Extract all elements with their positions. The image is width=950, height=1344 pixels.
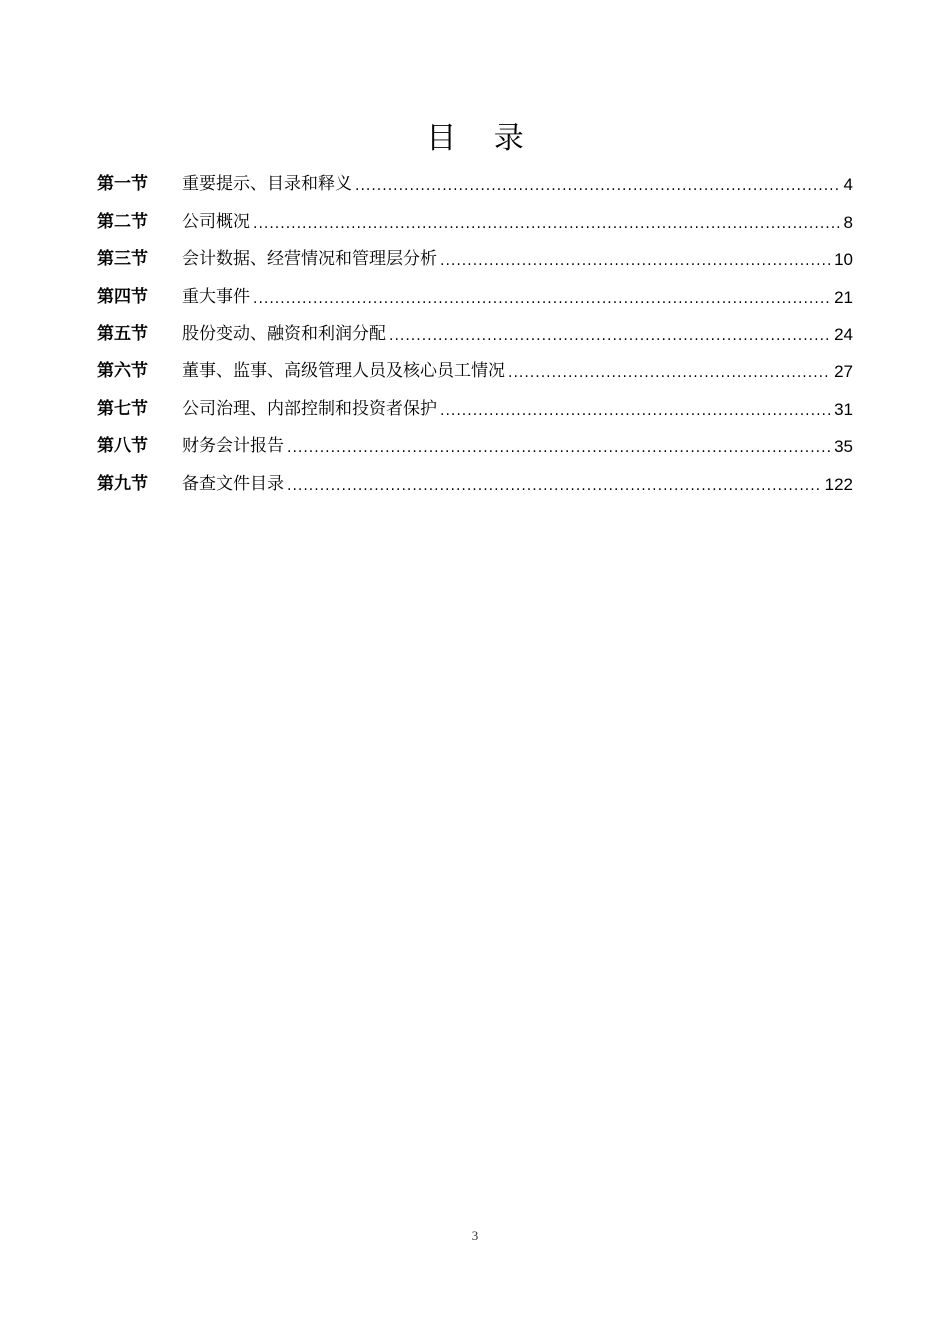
toc-section-number: 第五节 — [97, 323, 148, 344]
toc-entry[interactable] — [97, 166, 853, 203]
toc-entry[interactable] — [97, 353, 853, 390]
toc-section-title: 重大事件 — [182, 286, 250, 307]
toc-section-number: 第一节 — [97, 174, 148, 195]
toc-section-number: 第四节 — [97, 286, 148, 307]
toc-page-number: 21 — [834, 287, 853, 307]
toc-entry[interactable] — [97, 316, 853, 353]
toc-dot-leader — [508, 357, 831, 390]
toc-section-title: 董事、监事、高级管理人员及核心员工情况 — [182, 361, 505, 382]
toc-entry[interactable] — [97, 203, 853, 240]
toc-page-number: 122 — [824, 474, 853, 494]
toc-dot-leader — [389, 320, 831, 353]
toc-dot-leader — [253, 208, 841, 241]
toc-entry[interactable] — [97, 428, 853, 465]
toc-entry[interactable] — [97, 390, 853, 427]
toc-section-title: 重要提示、目录和释义 — [182, 174, 352, 195]
table-of-contents — [97, 166, 853, 503]
page-footer-number: 3 — [471, 1228, 479, 1243]
toc-dot-leader — [253, 283, 831, 316]
toc-dot-leader — [287, 432, 831, 465]
toc-section-title: 公司治理、内部控制和投资者保护 — [182, 398, 437, 419]
toc-section-number: 第七节 — [97, 398, 148, 419]
toc-page-number: 35 — [834, 437, 853, 457]
toc-section-title: 备查文件目录 — [182, 473, 284, 494]
toc-section-number: 第三节 — [97, 249, 148, 270]
toc-page-number: 27 — [834, 362, 853, 382]
toc-section-number: 第六节 — [97, 361, 148, 382]
toc-section-title: 股份变动、融资和利润分配 — [182, 323, 386, 344]
page-title: 目 录 — [426, 121, 538, 156]
toc-dot-leader — [287, 470, 822, 503]
toc-section-title: 公司概况 — [182, 211, 250, 232]
toc-section-title: 会计数据、经营情况和管理层分析 — [182, 249, 437, 270]
toc-page-number: 10 — [834, 250, 853, 270]
toc-dot-leader — [440, 395, 831, 428]
toc-entry[interactable] — [97, 465, 853, 502]
toc-section-title: 财务会计报告 — [182, 436, 284, 457]
toc-dot-leader — [440, 245, 831, 278]
toc-entry[interactable] — [97, 278, 853, 315]
toc-page-number: 31 — [834, 399, 853, 419]
toc-section-number: 第八节 — [97, 436, 148, 457]
toc-entry[interactable] — [97, 241, 853, 278]
toc-section-number: 第九节 — [97, 473, 148, 494]
toc-page-number: 24 — [834, 324, 853, 344]
toc-dot-leader — [355, 170, 841, 203]
toc-page-number: 8 — [843, 212, 853, 232]
toc-page-number: 4 — [843, 175, 853, 195]
toc-section-number: 第二节 — [97, 211, 148, 232]
